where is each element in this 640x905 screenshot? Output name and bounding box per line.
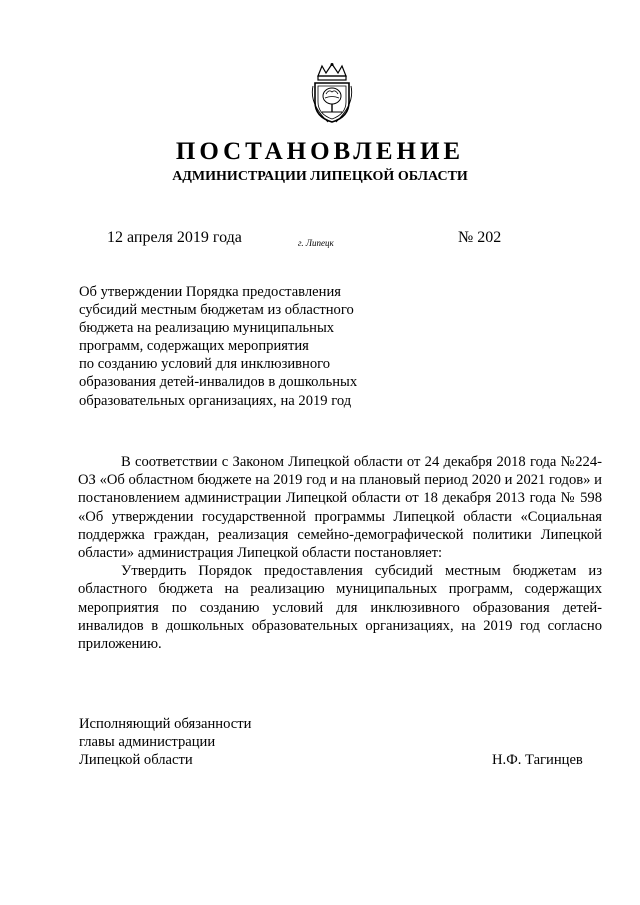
signer-position-line: Липецкой области (79, 752, 193, 769)
document-date: 12 апреля 2019 года (107, 229, 242, 246)
subject-line: программ, содержащих мероприятия (79, 338, 309, 355)
subject-line: Об утверждении Порядка предоставления (79, 284, 341, 300)
document-issuer: АДМИНИСТРАЦИИ ЛИПЕЦКОЙ ОБЛАСТИ (172, 169, 468, 184)
subject-line: образования детей-инвалидов в дошкольных (79, 374, 358, 391)
subject-line: образовательных организациях, на 2019 год (79, 392, 352, 409)
document-place: г. Липецк (298, 238, 334, 248)
document-number: № 202 (458, 229, 502, 246)
signer-position-line: Исполняющий обязанности (79, 716, 252, 732)
resolution-paragraph: Утвердить Порядок предоставления субсидий местным бюджетам из областного бюджета на реализацию муниципальных программ, содержащих мероприятия по созданию условий для инклюзивного образования детей-инвалидов в дошкольных образовательных организациях, на 2019 год согласно приложению. (78, 563, 602, 653)
document-body (78, 453, 602, 653)
signer-position-line: главы администрации (79, 734, 216, 751)
signer-position (79, 715, 379, 770)
subject-line: бюджета на реализацию муниципальных (79, 320, 335, 337)
preamble-paragraph: В соответствии с Законом Липецкой области от 24 декабря 2018 года №224-ОЗ «Об областном бюджете на 2019 год и на плановый период 2020 и 2021 годов» и постановлением администрации Липецкой области от 18 декабря 2013 года № 598 «Об утверждении государственной программы Липецкой области «Социальная поддержка граждан, реализация семейно-демографической политики Липецкой области» администрация Липецкой области постановляет: (78, 454, 602, 562)
document-title: ПОСТАНОВЛЕНИЕ (175, 138, 465, 165)
signer-name: Н.Ф. Тагинцев (492, 752, 583, 768)
lipetsk-coat-of-arms-icon (310, 62, 354, 124)
subject-line: по созданию условий для инклюзивного (79, 356, 331, 373)
subject-line: субсидий местным бюджетам из областного (79, 302, 354, 319)
document-subject (79, 283, 379, 410)
